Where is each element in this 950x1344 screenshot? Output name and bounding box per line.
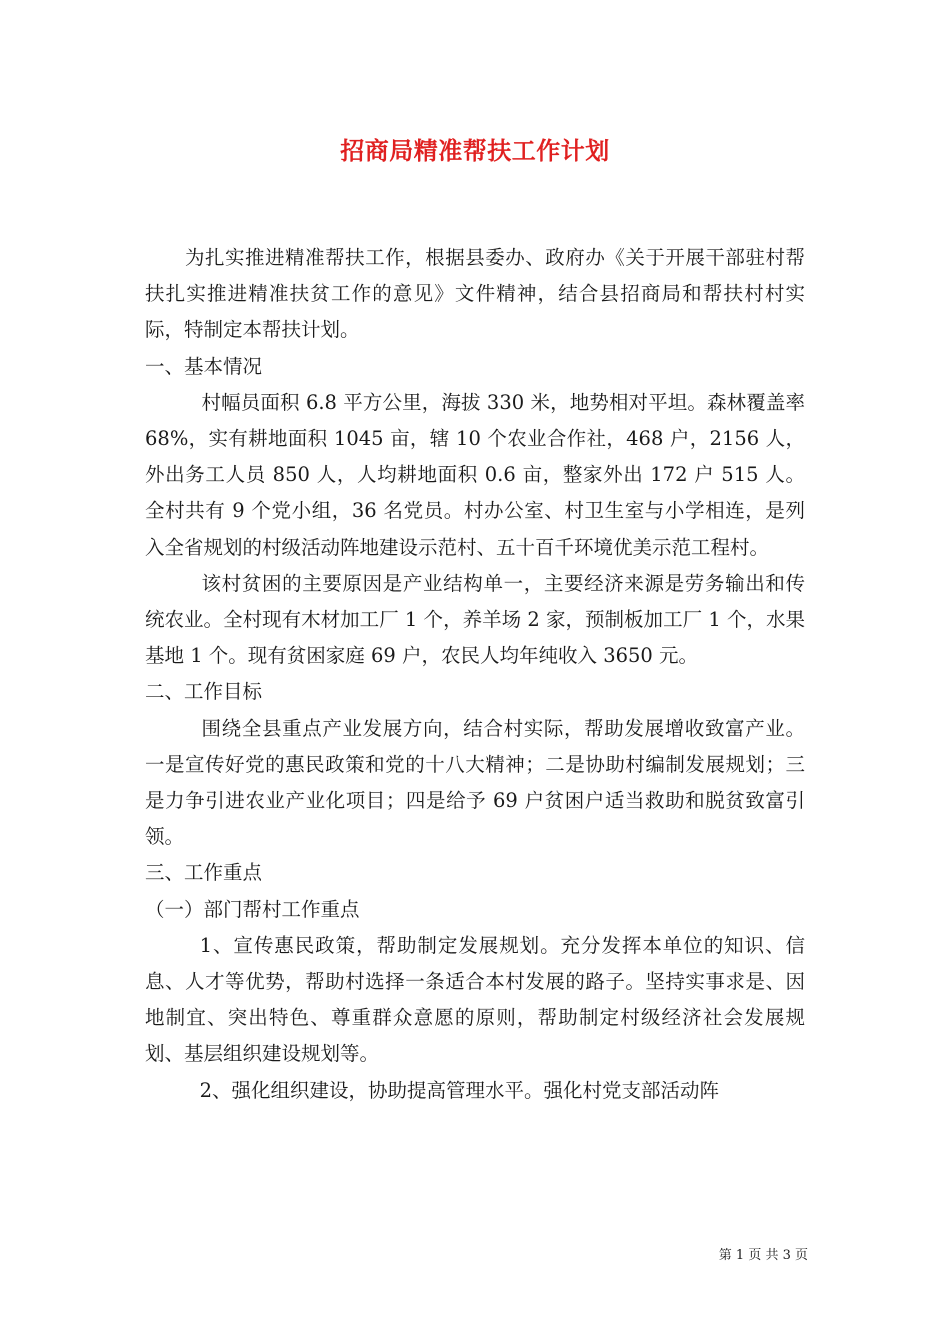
document-body: [145, 240, 805, 1109]
section-heading-work-goals: 二、工作目标: [145, 680, 263, 704]
paragraph-village-overview: 村幅员面积 6.8 平方公里，海拔 330 米，地势相对平坦。森林覆盖率 68%，实有耕地面积 1045 亩，辖 10 个农业合作社，468 户，2156 人，外出务工人员 850 人，人均耕地面积 0.6 亩，整家外出 172 户 515 人。全村共有 9 个党小组，36 名党员。村办公室、村卫生室与小学相连，是列入全省规划的村级活动阵地建设示范村、五十百千环境优美示范工程村。: [145, 390, 805, 559]
list-item-organization-building: 2、强化组织建设，协助提高管理水平。强化村党支部活动阵: [199, 1078, 720, 1102]
page-number-footer: 第 1 页 共 3 页: [718, 1248, 808, 1263]
section-heading-work-focus: 三、工作重点: [145, 861, 263, 885]
subsection-heading-department-focus: （一）部门帮村工作重点: [145, 897, 360, 921]
paragraph-work-goals: 围绕全县重点产业发展方向，结合村实际，帮助发展增收致富产业。一是宣传好党的惠民政策和党的十八大精神；二是协助村编制发展规划；三是力争引进农业产业化项目；四是给予 69 户贫困户适当救助和脱贫致富引领。: [145, 716, 805, 849]
document-title: 招商局精准帮扶工作计划: [340, 136, 610, 165]
paragraph-poverty-causes: 该村贫困的主要原因是产业结构单一，主要经济来源是劳务输出和传统农业。全村现有木材加工厂 1 个，养羊场 2 家，预制板加工厂 1 个，水果基地 1 个。现有贫困家庭 69 户，农民人均年纯收入 3650 元。: [145, 571, 805, 668]
section-heading-basic-situation: 一、基本情况: [145, 354, 263, 378]
list-item-policy-planning: 1、宣传惠民政策，帮助制定发展规划。充分发挥本单位的知识、信息、人才等优势，帮助村选择一条适合本村发展的路子。坚持实事求是、因地制宜、突出特色、尊重群众意愿的原则，帮助制定村级经济社会发展规划、基层组织建设规划等。: [145, 933, 805, 1066]
intro-paragraph: 为扎实推进精准帮扶工作，根据县委办、政府办《关于开展干部驻村帮扶扎实推进精准扶贫工作的意见》文件精神，结合县招商局和帮扶村村实际，特制定本帮扶计划。: [145, 246, 805, 342]
